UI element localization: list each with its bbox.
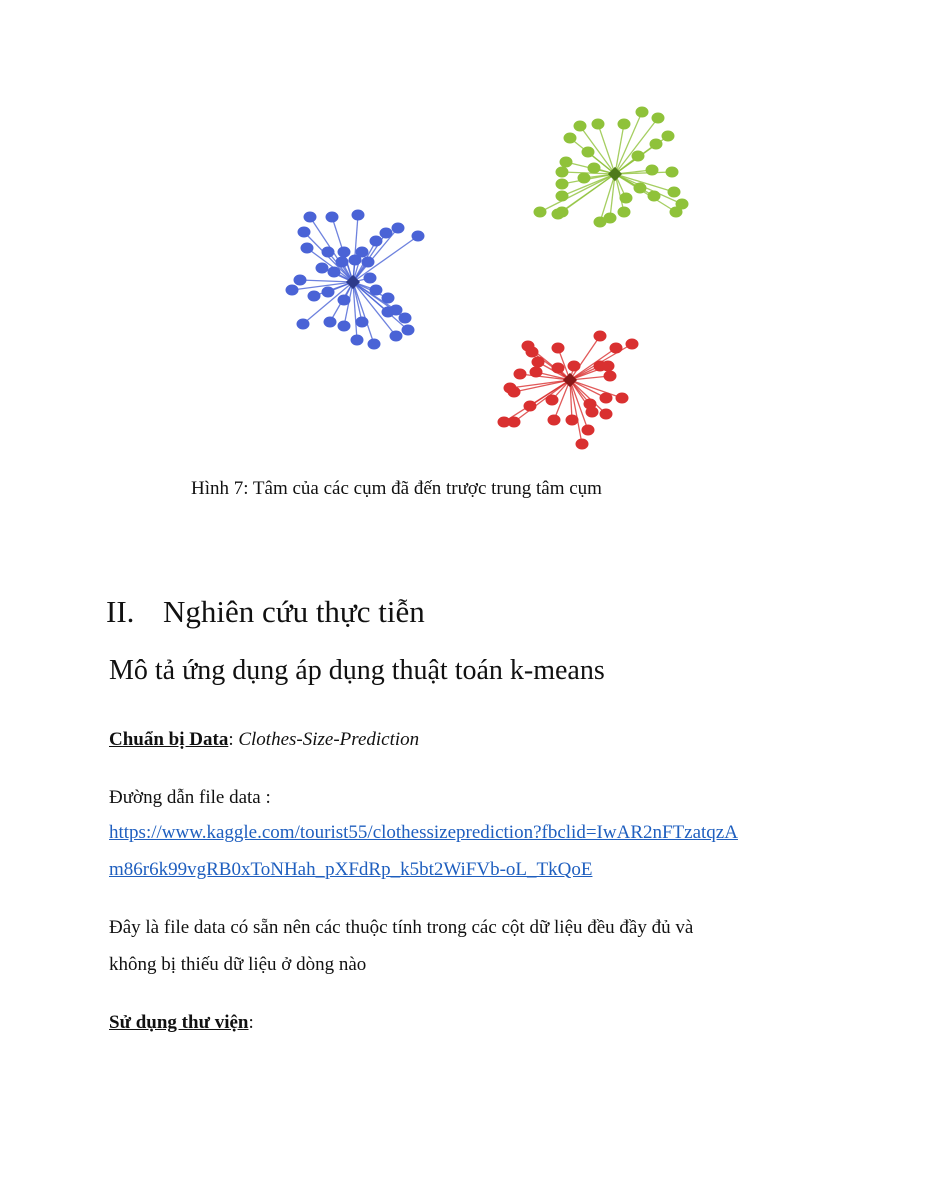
blue-cluster-point [382, 307, 395, 318]
blue-cluster-edge [300, 280, 353, 282]
green-cluster-point [636, 107, 649, 118]
red-cluster-point [600, 409, 613, 420]
green-cluster-point [588, 163, 601, 174]
blue-cluster-point [364, 273, 377, 284]
description-line1: Đây là file data có sẵn nên các thuộc tính trong các cột dữ liệu đều đầy đủ và [109, 917, 694, 938]
red-cluster-point [582, 425, 595, 436]
data-prep-value: Clothes-Size-Prediction [238, 729, 420, 750]
red-cluster [498, 331, 639, 450]
green-cluster-centroid [608, 167, 622, 181]
blue-cluster-point [412, 231, 425, 242]
red-cluster-point [594, 331, 607, 342]
green-cluster-point [556, 191, 569, 202]
green-cluster-point [534, 207, 547, 218]
green-cluster-point [620, 193, 633, 204]
data-link-text-1[interactable]: https://www.kaggle.com/tourist55/clothessizeprediction?fbclid=IwAR2nFTzatqzA [109, 822, 738, 843]
data-link-text-2[interactable]: m86r6k99vgRB0xToNHah_pXFdRp_k5bt2WiFVb-oL_TkQoE [109, 859, 593, 880]
description-line2: không bị thiếu dữ liệu ở dòng nào [109, 954, 367, 975]
blue-cluster [286, 210, 425, 350]
cluster-figure [270, 100, 710, 450]
figure-caption: Hình 7: Tâm của các cụm đã đến trược trung tâm cụm [191, 478, 602, 499]
section-number: II. [106, 594, 135, 629]
blue-cluster-point [316, 263, 329, 274]
blue-cluster-point [304, 212, 317, 223]
green-cluster-point [652, 113, 665, 124]
green-cluster-point [618, 207, 631, 218]
blue-cluster-point [392, 223, 405, 234]
green-cluster-point [666, 167, 679, 178]
blue-cluster-point [324, 317, 337, 328]
red-cluster-point [586, 407, 599, 418]
blue-cluster-point [336, 257, 349, 268]
blue-cluster-point [382, 293, 395, 304]
blue-cluster-point [338, 247, 351, 258]
blue-cluster-point [294, 275, 307, 286]
blue-cluster-point [356, 317, 369, 328]
blue-cluster-point [326, 212, 339, 223]
red-cluster-point [576, 439, 589, 450]
data-prep-label: Chuẩn bị Data [109, 729, 229, 750]
green-cluster-point [662, 131, 675, 142]
subsection-title: Mô tả ứng dụng áp dụng thuật toán k-means [109, 655, 605, 686]
blue-cluster-point [356, 247, 369, 258]
blue-cluster-point [351, 335, 364, 346]
red-cluster-point [552, 363, 565, 374]
red-cluster-point [524, 401, 537, 412]
blue-cluster-point [322, 287, 335, 298]
green-cluster-edge [540, 174, 615, 212]
blue-cluster-point [402, 325, 415, 336]
green-cluster-point [574, 121, 587, 132]
green-cluster-point [632, 151, 645, 162]
blue-cluster-point [301, 243, 314, 254]
blue-cluster-point [322, 247, 335, 258]
green-cluster-point [582, 147, 595, 158]
file-path-label: Đường dẫn file data : [109, 787, 271, 808]
green-cluster-point [564, 133, 577, 144]
red-cluster-point [568, 361, 581, 372]
green-cluster-point [618, 119, 631, 130]
red-cluster-point [514, 369, 527, 380]
red-cluster-point [600, 393, 613, 404]
green-cluster-point [634, 183, 647, 194]
blue-cluster-point [308, 291, 321, 302]
green-cluster-point [578, 173, 591, 184]
green-cluster-point [646, 165, 659, 176]
red-cluster-point [546, 395, 559, 406]
section-heading [106, 594, 425, 630]
green-cluster-point [594, 217, 607, 228]
blue-cluster-point [328, 267, 341, 278]
library-label: Sử dụng thư viện [109, 1012, 249, 1033]
section-title: Nghiên cứu thực tiễn [163, 594, 425, 629]
green-cluster-point [560, 157, 573, 168]
green-cluster-point [556, 179, 569, 190]
blue-cluster-point [298, 227, 311, 238]
blue-cluster-point [297, 319, 310, 330]
blue-cluster-point [286, 285, 299, 296]
red-cluster-point [610, 343, 623, 354]
green-cluster-point [668, 187, 681, 198]
red-cluster-point [526, 347, 539, 358]
red-cluster-point [602, 361, 615, 372]
green-cluster-edge [615, 124, 624, 174]
green-cluster-point [592, 119, 605, 130]
blue-cluster-point [390, 331, 403, 342]
green-cluster-point [556, 167, 569, 178]
red-cluster-point [626, 339, 639, 350]
data-link-line1[interactable] [109, 816, 738, 850]
data-prep-separator: : [228, 729, 239, 750]
red-cluster-point [552, 343, 565, 354]
blue-cluster-point [370, 236, 383, 247]
data-link-line2[interactable] [109, 853, 592, 887]
blue-cluster-point [399, 313, 412, 324]
red-cluster-point [530, 367, 543, 378]
green-cluster [534, 107, 689, 228]
red-cluster-point [616, 393, 629, 404]
red-cluster-point [508, 387, 521, 398]
green-cluster-point [648, 191, 661, 202]
blue-cluster-point [362, 257, 375, 268]
red-cluster-point [548, 415, 561, 426]
blue-cluster-point [338, 295, 351, 306]
red-cluster-point [566, 415, 579, 426]
data-prep-line [109, 723, 419, 757]
red-cluster-point [532, 357, 545, 368]
green-cluster-point [650, 139, 663, 150]
library-line [109, 1006, 254, 1040]
blue-cluster-point [338, 321, 351, 332]
red-cluster-point [604, 371, 617, 382]
green-cluster-point [552, 209, 565, 220]
blue-cluster-point [380, 228, 393, 239]
red-cluster-point [498, 417, 511, 428]
library-separator: : [248, 1012, 254, 1033]
blue-cluster-point [370, 285, 383, 296]
green-cluster-point [670, 207, 683, 218]
blue-cluster-point [352, 210, 365, 221]
blue-cluster-point [368, 339, 381, 350]
